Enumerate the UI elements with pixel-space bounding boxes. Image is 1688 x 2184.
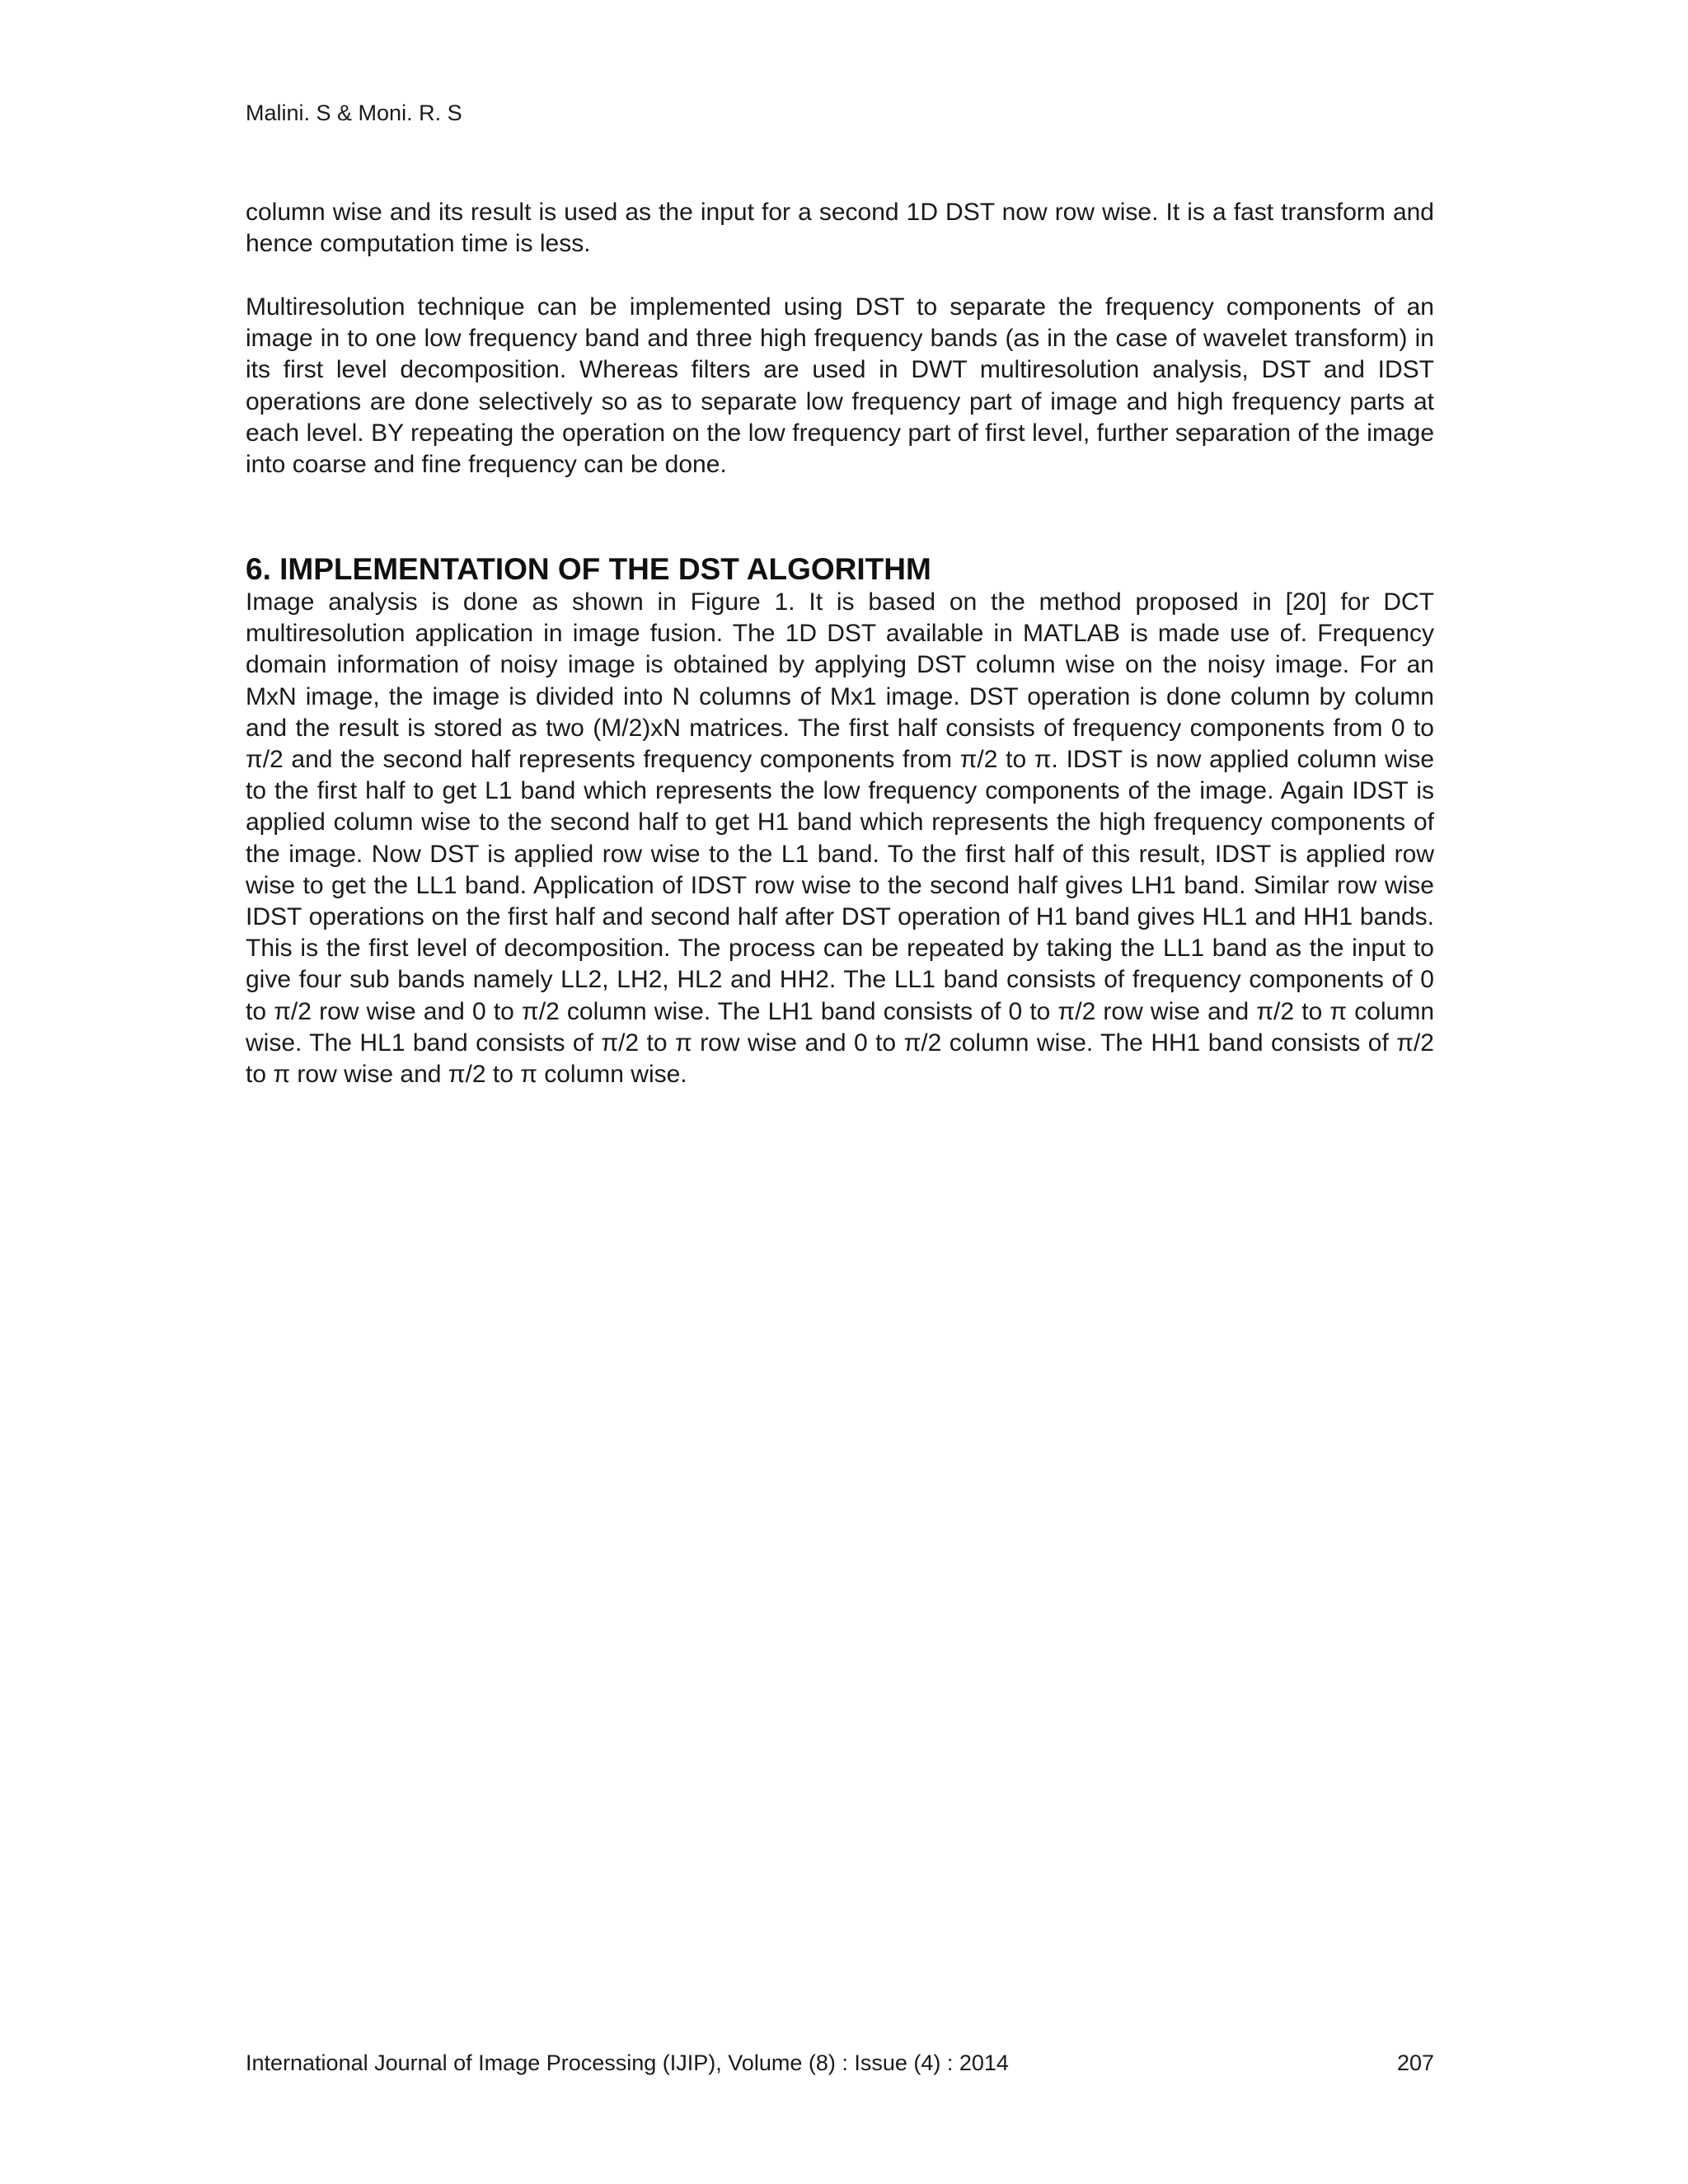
footer-journal-citation: International Journal of Image Processing (IJIP), Volume (8) : Issue (4) : 2014 [246,2050,1009,2075]
paragraph-implementation: Image analysis is done as shown in Figure 1. It is based on the method proposed in [20] for DCT multiresolution application in image fusion. The 1D DST available in MATLAB is made use of. Frequency domain information of noisy image is obtained by applying DST column wise on the noisy image. For an MxN image, the image is divided into N columns of Mx1 image. DST operation is done column by column and the result is stored as two (M/2)xN matrices. The first half consists of frequency components from 0 to π/2 and the second half represents frequency components from π/2 to π. IDST is now applied column wise to the first half to get L1 band which represents the low frequency components of the image. Again IDST is applied column wise to the second half to get H1 band which represents the high frequency components of the image. Now DST is applied row wise to the L1 band. To the first half of this result, IDST is applied row wise to get the LL1 band. Application of IDST row wise to the second half gives LH1 band. Similar row wise IDST operations on the first half and second half after DST operation of H1 band gives HL1 and HH1 bands. This is the first level of decomposition. The process can be repeated by taking the LL1 band as the input to give four sub bands namely LL2, LH2, HL2 and HH2. The LL1 band consists of frequency components of 0 to π/2 row wise and 0 to π/2 column wise. The LH1 band consists of 0 to π/2 row wise and π/2 to π column wise. The HL1 band consists of π/2 to π row wise and 0 to π/2 column wise. The HH1 band consists of π/2 to π row wise and π/2 to π column wise. [246,588,1435,1089]
footer-page-number: 207 [1396,2050,1434,2075]
paragraph-multiresolution: Multiresolution technique can be implemented using DST to separate the frequency components of an image in to one low frequency band and three high frequency bands (as in the case of wavelet transform) in its first level decomposition. Whereas filters are used in DWT multiresolution analysis, DST and IDST operations are done selectively so as to separate low frequency part of image and high frequency parts at each level. BY repeating the operation on the low frequency part of first level, further separation of the image into coarse and fine frequency can be done. [246,293,1434,479]
section-heading: 6. IMPLEMENTATION OF THE DST ALGORITHM [246,552,931,586]
paragraph-continuation: column wise and its result is used as the input for a second 1D DST now row wise. It is a fast transform and hence computation time is less. [246,199,1434,258]
running-header-authors: Malini. S & Moni. R. S [246,101,462,125]
